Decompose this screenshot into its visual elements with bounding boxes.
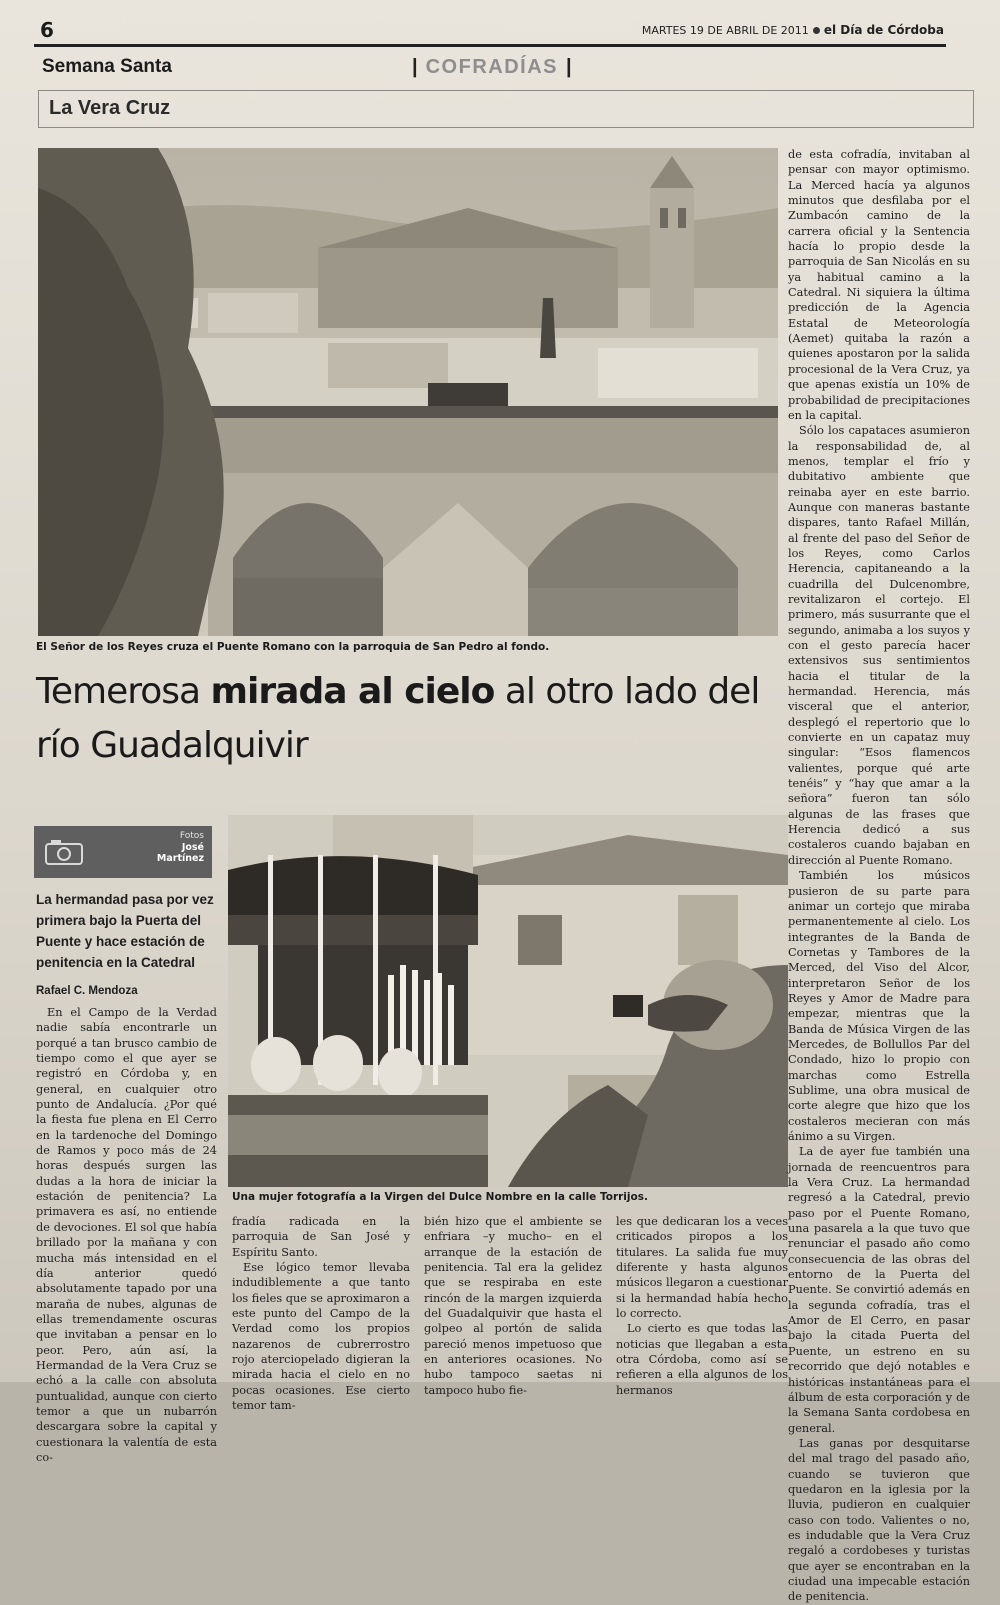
photo-bottom-caption: Una mujer fotografía a la Virgen del Dulce Nombre en la calle Torrijos.	[232, 1191, 648, 1203]
procession-photo	[228, 815, 788, 1187]
category-text: COFRADÍAS	[425, 56, 558, 78]
page-number: 6	[40, 18, 54, 42]
page-header	[34, 14, 946, 47]
article-column-1	[36, 1005, 217, 1465]
photo-credit-text	[157, 831, 204, 864]
headline-part2: al otro lado del río Guadalquivir	[36, 671, 760, 766]
headline	[36, 665, 796, 773]
paragraph: En el Campo de la Verdad nadie sabía encontrarle un porqué a tan brusco cambio de tiempo como el que ayer se registró en Córdoba y, en general, en cualquier otro punto de Andalucía. ¿Por qué la fiesta fue plena en El Cerro en la tardenoche del Domingo de Ramos y poco más de 24 horas después surgen las dudas a la hora de iniciar la estación de penitencia? La primavera es así, no entiende de devociones. El sol que había brillado por la mañana y con mucha más intensidad en el día anterior quedó absolutamente tapado por una maraña de nubes, algunas de ellas tremendamente oscuras que invitaban a pensar en lo peor. Pero, aún así, la Hermandad de la Vera Cruz se echó a la calle con absoluta puntualidad, aunque con cierto temor a que un nubarrón descargara sobre la capital y cuestionara la valentía de esta co-	[36, 1006, 217, 1464]
category-label: | COFRADÍAS |	[412, 56, 572, 78]
subsection-title: La Vera Cruz	[49, 97, 171, 119]
bridge-photo	[38, 148, 778, 636]
bullet-icon	[813, 27, 820, 34]
procession-illustration	[228, 815, 788, 1187]
paragraph: de esta cofradía, invitaban al pensar con mayor optimismo. La Merced hacía ya algunos minutos que desfilaba por el Zumbacón camino de la carrera oficial y la Sentencia hacía lo propio desde la parroquia de San Nicolás en su ya habitual camino a la Catedral. Ni siquiera la última predicción de la Agencia Estatal de Meteorología (Aemet) quitaba la razón a quienes apostaron por la salida procesional de la Vera Cruz, ya que apenas existía un 10% de probabilidad de precipitaciones en la capital.	[788, 148, 970, 422]
photographer-last-name: Martínez	[156, 853, 204, 864]
publication-name: el Día de Córdoba	[823, 23, 944, 37]
headline-part1: Temerosa	[36, 671, 211, 712]
paragraph: fradía radicada en la parroquia de San José y Espíritu Santo.	[232, 1215, 410, 1259]
paragraph: Sólo los capataces asumieron la responsabilidad de, al menos, templar el frío y dubitativo ambiente que reinaba ayer en este barrio. Aunque con maneras bastante dispares, tanto Rafael Millán, al frente del paso del Señor de los Reyes, como Carlos Herencia, capitaneando a la cuadrilla del Dulcenombre, revitalizaron el cortejo. El primero, más susurrante que el segundo, animaba a los suyos y con el gesto parecía hacer extensivos sus sentimientos hacia el titular de la hermandad. Herencia, más visceral que el anterior, desplegó el repertorio que lo convierte en un capataz muy singular: “Esos flamencos valientes, porque qué arte tenéis” y “hay que amar a la señora” fueron tan sólo algunas de las frases que Herencia dedicó a sus costaleros cuando bajaban en dirección al Puente Romano.	[788, 424, 970, 867]
paragraph: Ese lógico temor llevaba indudiblemente a que tanto los fieles que se aproximaron a este punto del Campo de la Verdad como los propios nazarenos de cubrerrostro rojo aterciopelado digieran la mirada hacia el cielo en no pocas ocasiones. Ese cierto temor tam-	[232, 1261, 410, 1413]
photo-credit	[34, 826, 212, 878]
article-column-2	[232, 1214, 410, 1413]
photo-top-caption: El Señor de los Reyes cruza el Puente Romano con la parroquia de San Pedro al fondo.	[36, 641, 550, 653]
paragraph: Las ganas por desquitarse del mal trago del pasado año, cuando se tuvieron que quedaron en la iglesia por la lluvia, pudieron en cualquier caso con todo. Valientes o no, es indudable que la Vera Cruz regaló a cordobeses y turistas que ayer se encontraban en la ciudad una impecable estación de penitencia.	[788, 1436, 970, 1604]
subsection-box	[38, 90, 974, 128]
author-byline: Rafael C. Mendoza	[36, 985, 138, 997]
headline-bold: mirada al cielo	[210, 671, 495, 712]
paragraph: También los músicos pusieron de su parte para animar un cortejo que miraba permanentemente al cielo. Los integrantes de la Banda de Cornetas y Tambores de la Merced, del Viso del Alcor, interpretaron Señor de los Reyes y Amor de Madre para empezar, mientras que la Banda de Música Virgen de las Mercedes, de Bollullos Par del Condado, hizo lo propio con marchas como Estrella Sublime, una obra musical de corte alegre que hizo que los costaleros mecieran con más ánimo a su Virgen.	[788, 869, 970, 1143]
photo-credit-label: Fotos	[179, 831, 204, 841]
dateline	[642, 23, 944, 37]
camera-icon	[44, 838, 84, 870]
paragraph: bién hizo que el ambiente se enfriara –y mucho– en el arranque de la estación de penitencia. Tal era la gelidez que se respiraba en este rincón de la margen izquierda del Guadalquivir que hasta el golpeo al portón de salida pareció menos impetuoso que en anteriores ocasiones. No hubo tampoco saetas ni tampoco hubo fie-	[424, 1215, 602, 1397]
article-deck: La hermandad pasa por vez primera bajo la Puerta del Puente y hace estación de penitencia en la Catedral	[36, 892, 214, 970]
paragraph: Lo cierto es que todas las noticias que llegaban a esta otra Córdoba, como así se refieren a ella algunos de los hermanos	[616, 1322, 788, 1397]
photographer-first-name: José	[181, 842, 204, 853]
section-name: Semana Santa	[42, 56, 172, 77]
paragraph: les que dedicaran los a veces criticados piropos a los titulares. La salida fue muy diferente y hasta algunos músicos llegaron a cuestionar si la hermandad había hecho lo correcto.	[616, 1215, 788, 1321]
bridge-illustration	[38, 148, 778, 636]
paragraph: La de ayer fue también una jornada de reencuentros para la Vera Cruz. La hermandad regresó a la Catedral, previo paso por el Puente Romano, una pasarela a la que tuvo que renunciar el pasado año como consecuencia de las obras del entorno de la Puerta del Puente. Se convirtió además en la segunda cofradía, tras el Amor de El Cerro, en pasar bajo la citada Puerta del Puente, un estreno en su recorrido que dejó notables e históricas instantáneas para el álbum de esta corporación y de la Semana Santa cordobesa en general.	[788, 1145, 970, 1435]
date: MARTES 19 DE ABRIL DE 2011	[641, 24, 809, 37]
article-column-3	[424, 1214, 602, 1398]
article-column-5	[788, 147, 970, 1605]
article-column-4	[616, 1214, 788, 1398]
